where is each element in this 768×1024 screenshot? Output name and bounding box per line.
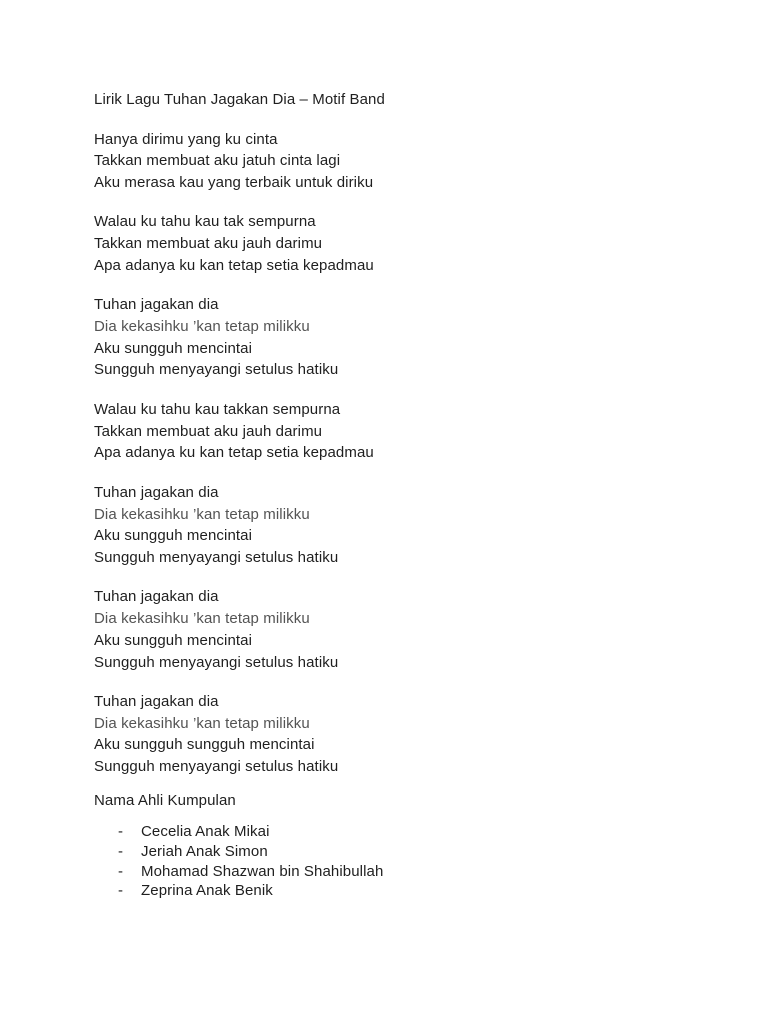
members-list <box>118 822 728 901</box>
member-name: Mohamad Shazwan bin Shahibullah <box>141 862 384 880</box>
lyric-line: Hanya dirimu yang ku cinta <box>94 130 278 148</box>
lyric-line: Aku sungguh mencintai <box>94 527 253 545</box>
lyric-line: Tuhan jagakan dia <box>94 483 219 501</box>
dash-bullet: - <box>118 823 124 841</box>
member-item <box>118 862 728 882</box>
lyric-line: Dia kekasihku ’kan tetap milikku <box>94 318 310 336</box>
lyric-line: Walau ku tahu kau tak sempurna <box>94 213 316 231</box>
document-title: Lirik Lagu Tuhan Jagakan Dia – Motif Band <box>94 91 385 108</box>
lyric-line: Takkan membuat aku jauh darimu <box>94 235 323 253</box>
stanza-verse-2 <box>94 211 728 276</box>
stanza-verse-3 <box>94 399 728 464</box>
stanza-chorus-1 <box>94 294 728 381</box>
stanza-chorus-2 <box>94 482 728 569</box>
lyric-line: Sungguh menyayangi setulus hatiku <box>94 758 339 776</box>
lyric-line: Tuhan jagakan dia <box>94 588 219 606</box>
lyric-line: Aku sungguh mencintai <box>94 339 253 357</box>
member-name: Cecelia Anak Mikai <box>141 823 270 841</box>
dash-bullet: - <box>118 882 124 900</box>
lyric-line: Aku sungguh mencintai <box>94 631 253 649</box>
lyric-line: Sungguh menyayangi setulus hatiku <box>94 653 339 671</box>
stanza-chorus-4 <box>94 691 728 778</box>
dash-bullet: - <box>118 842 124 860</box>
dash-bullet: - <box>118 862 124 880</box>
lyric-line: Apa adanya ku kan tetap setia kepadmau <box>94 256 374 274</box>
member-item <box>118 842 728 862</box>
lyric-line: Dia kekasihku ’kan tetap milikku <box>94 714 310 732</box>
member-item <box>118 822 728 842</box>
stanza-verse-1 <box>94 129 728 194</box>
member-name: Jeriah Anak Simon <box>141 842 268 860</box>
lyric-line: Walau ku tahu kau takkan sempurna <box>94 400 341 418</box>
member-item <box>118 881 728 901</box>
lyric-line: Aku merasa kau yang terbaik untuk diriku <box>94 173 374 191</box>
lyric-line: Tuhan jagakan dia <box>94 296 219 314</box>
lyric-line: Sungguh menyayangi setulus hatiku <box>94 548 339 566</box>
lyric-line: Apa adanya ku kan tetap setia kepadmau <box>94 444 374 462</box>
members-heading: Nama Ahli Kumpulan <box>94 792 236 810</box>
lyric-line: Takkan membuat aku jatuh cinta lagi <box>94 152 341 170</box>
lyric-line: Sungguh menyayangi setulus hatiku <box>94 361 339 379</box>
lyric-line: Dia kekasihku ’kan tetap milikku <box>94 610 310 628</box>
lyric-line: Tuhan jagakan dia <box>94 693 219 711</box>
lyric-line: Takkan membuat aku jauh darimu <box>94 422 323 440</box>
lyric-line: Dia kekasihku ’kan tetap milikku <box>94 505 310 523</box>
lyric-line: Aku sungguh sungguh mencintai <box>94 736 315 754</box>
stanza-chorus-3 <box>94 586 728 673</box>
member-name: Zeprina Anak Benik <box>141 882 273 900</box>
